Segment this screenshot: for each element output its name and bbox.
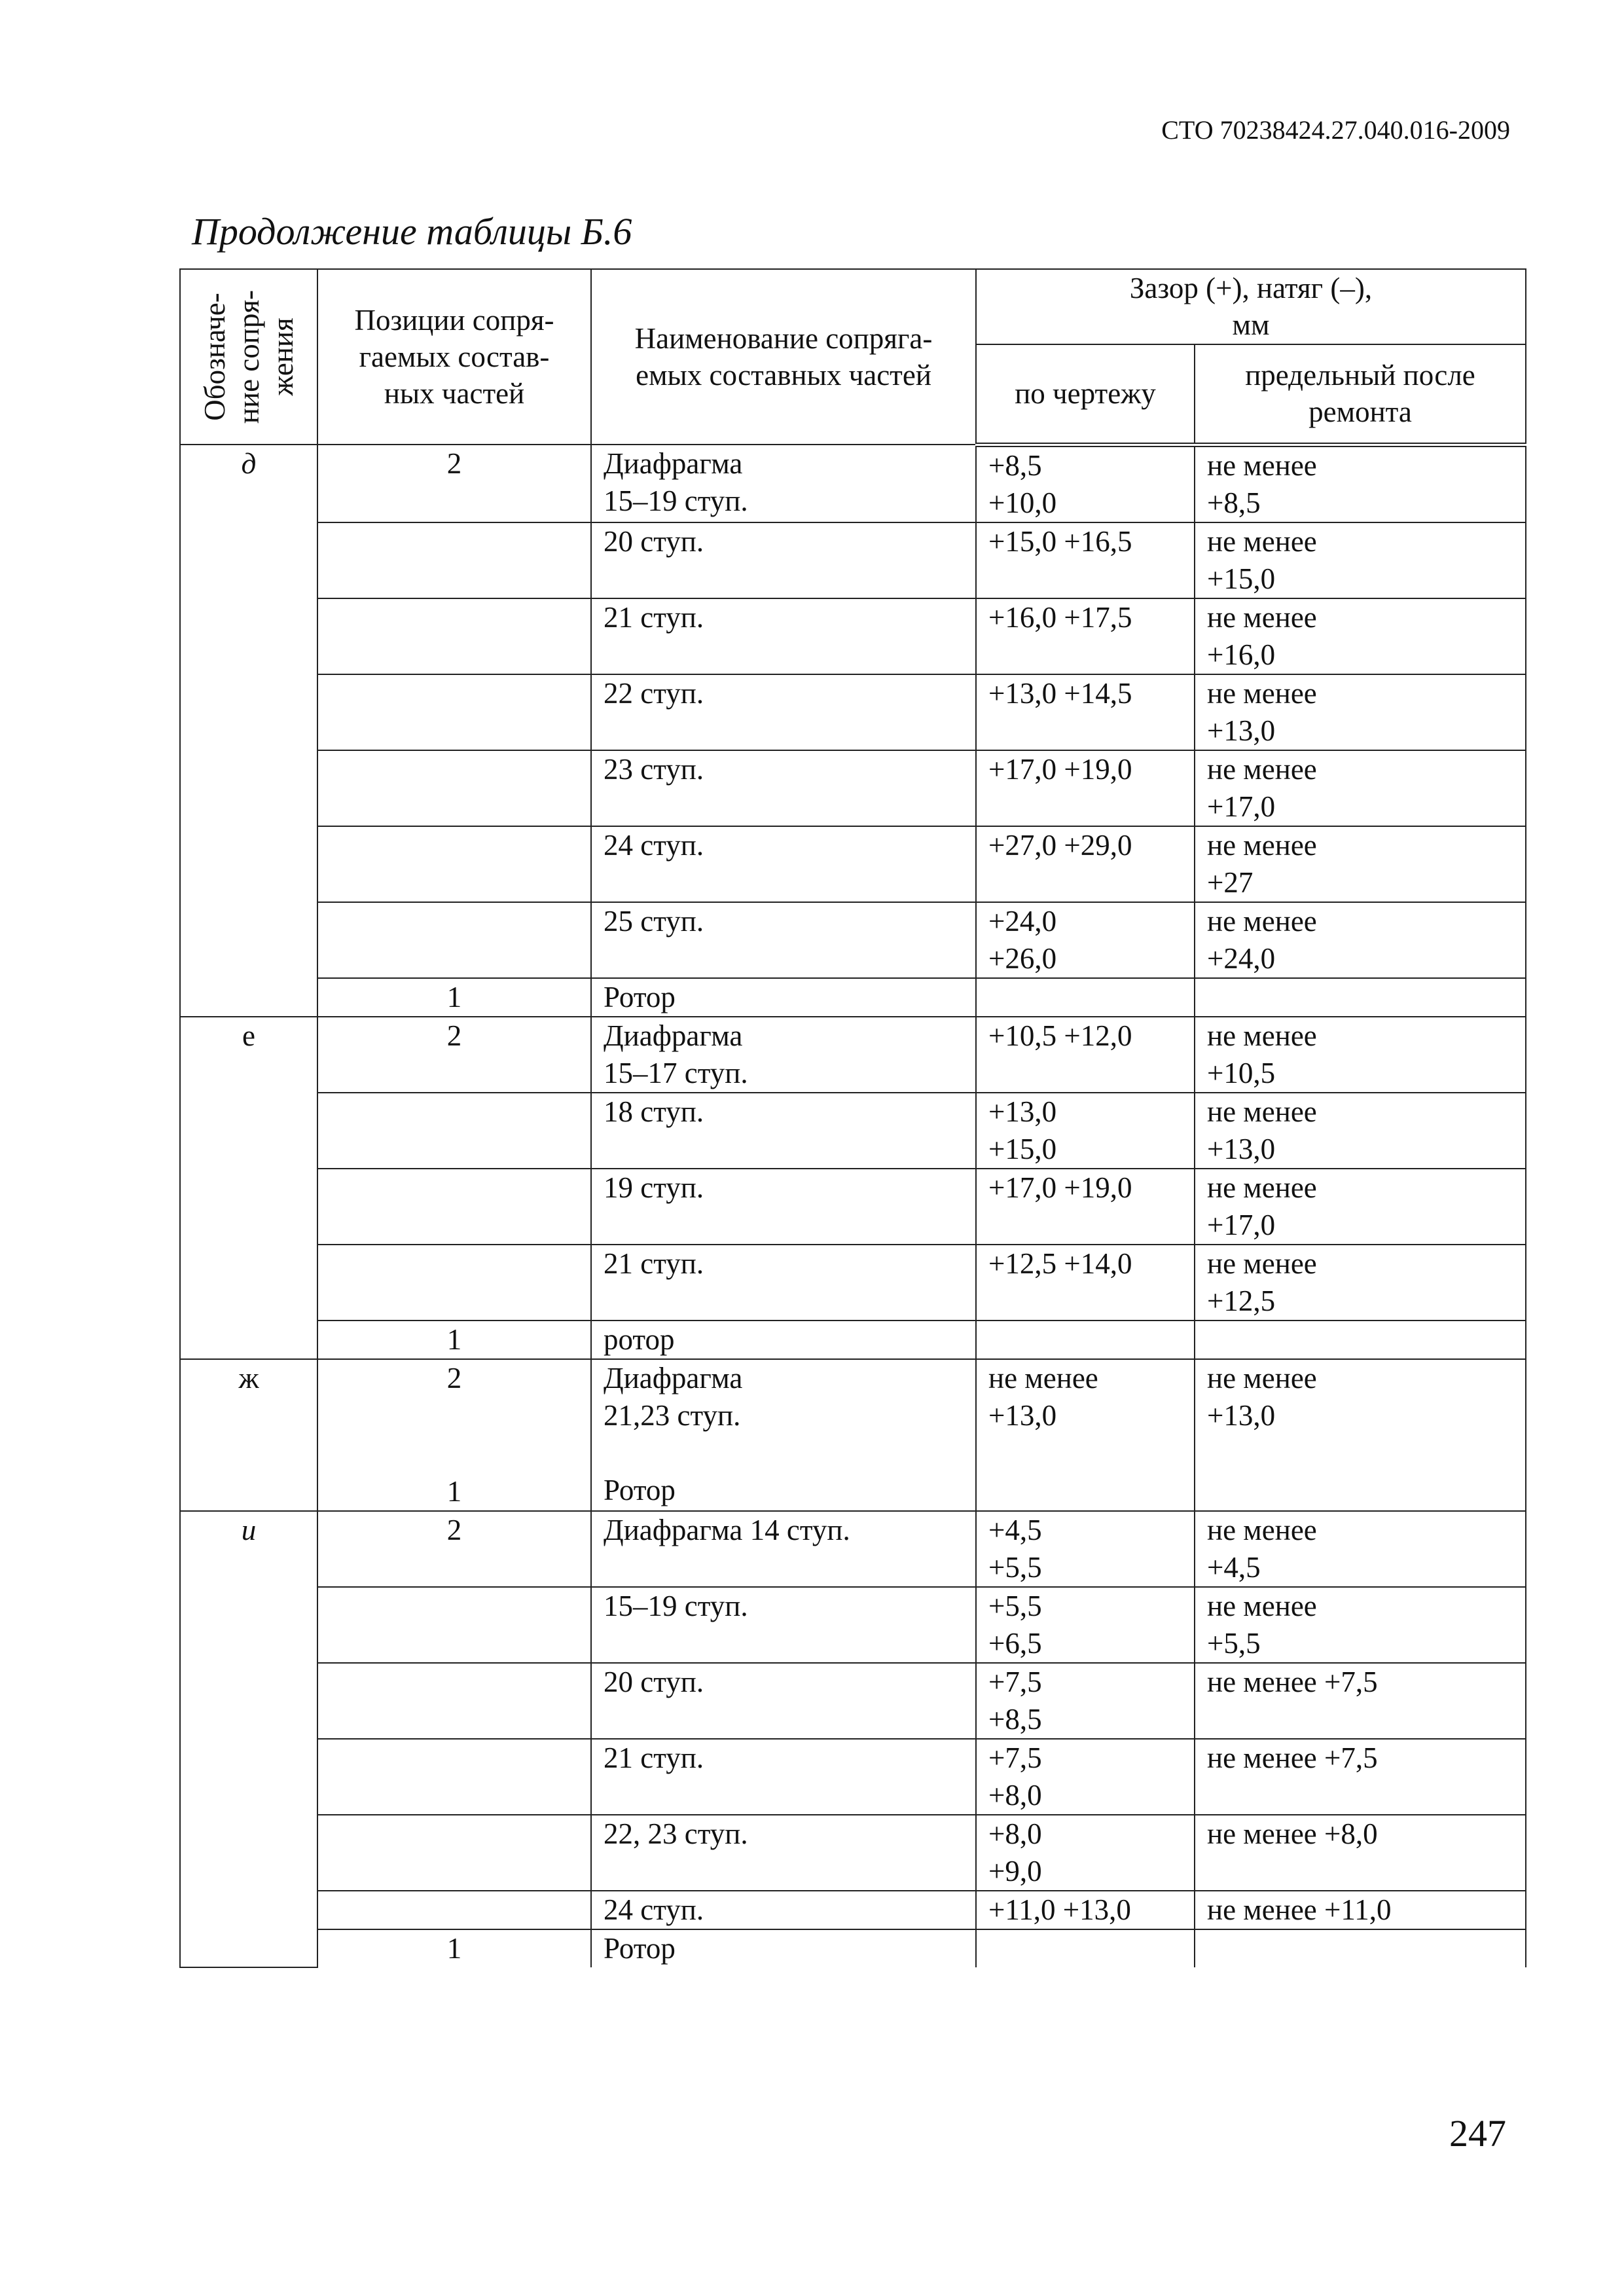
limit-value-cell: не менее +15,0 xyxy=(1195,522,1526,598)
drawing-value-cell: +4,5 +5,5 xyxy=(976,1511,1195,1587)
table-row xyxy=(180,1321,1526,1359)
table-row xyxy=(180,598,1526,674)
drawing-value-cell: +16,0 +17,5 xyxy=(976,598,1195,674)
drawing-value-cell: +7,5 +8,0 xyxy=(976,1739,1195,1815)
position-cell: 1 xyxy=(317,1929,591,1967)
position-cell xyxy=(317,1739,591,1815)
position-cell xyxy=(317,1093,591,1169)
drawing-value-cell xyxy=(976,1929,1195,1967)
drawing-value-cell: +7,5 +8,5 xyxy=(976,1663,1195,1739)
limit-value-cell: не менее +10,5 xyxy=(1195,1017,1526,1093)
header-by-drawing: по чертежу xyxy=(976,344,1195,445)
position-cell: 1 xyxy=(317,978,591,1017)
limit-value-cell: не менее +5,5 xyxy=(1195,1587,1526,1663)
position-cell xyxy=(317,1359,591,1511)
table-row xyxy=(180,1663,1526,1739)
part-name-cell: Диафрагма 15–17 ступ. xyxy=(591,1017,976,1093)
limit-value-cell: не менее +13,0 xyxy=(1195,1359,1526,1511)
part-name-cell: Ротор xyxy=(591,978,976,1017)
table-row xyxy=(180,1169,1526,1245)
table-row xyxy=(180,1093,1526,1169)
table-row xyxy=(180,902,1526,978)
drawing-value-cell: +5,5 +6,5 xyxy=(976,1587,1195,1663)
limit-value-cell: не менее +4,5 xyxy=(1195,1511,1526,1587)
part-name-cell: ротор xyxy=(591,1321,976,1359)
table-row xyxy=(180,1511,1526,1587)
limit-value-cell: не менее +8,5 xyxy=(1195,445,1526,522)
table-row xyxy=(180,978,1526,1017)
drawing-value-cell: +11,0 +13,0 xyxy=(976,1891,1195,1929)
part-name-cell: Диафрагма 14 ступ. xyxy=(591,1511,976,1587)
part-name-cell: Диафрагма 15–19 ступ. xyxy=(591,445,976,522)
position-cell xyxy=(317,1245,591,1321)
limit-value-cell: не менее +17,0 xyxy=(1195,1169,1526,1245)
position-cell xyxy=(317,598,591,674)
table-row xyxy=(180,1739,1526,1815)
table-row xyxy=(180,1245,1526,1321)
limit-value-cell: не менее +17,0 xyxy=(1195,750,1526,826)
part-name-cell: 20 ступ. xyxy=(591,522,976,598)
drawing-value-cell xyxy=(976,978,1195,1017)
table-row xyxy=(180,445,1526,522)
part-name-cell: Ротор xyxy=(591,1929,976,1967)
table-row xyxy=(180,1891,1526,1929)
part-name-cell: 24 ступ. xyxy=(591,826,976,902)
position-cell xyxy=(317,1663,591,1739)
table-row xyxy=(180,1359,1526,1511)
part-name-cell: 21 ступ. xyxy=(591,598,976,674)
drawing-value-cell: +15,0 +16,5 xyxy=(976,522,1195,598)
table-row xyxy=(180,522,1526,598)
part-name-cell: 21 ступ. xyxy=(591,1739,976,1815)
drawing-value-cell: +17,0 +19,0 xyxy=(976,750,1195,826)
limit-value-cell: не менее +13,0 xyxy=(1195,1093,1526,1169)
limit-value-cell: не менее +24,0 xyxy=(1195,902,1526,978)
limit-value-cell xyxy=(1195,1929,1526,1967)
position-cell: 2 xyxy=(317,445,591,522)
table-row xyxy=(180,750,1526,826)
document-code: СТО 70238424.27.040.016-2009 xyxy=(1161,115,1510,145)
table-row xyxy=(180,1017,1526,1093)
position-cell xyxy=(317,826,591,902)
position-cell: 2 xyxy=(317,1511,591,1587)
header-limit-after-repair: предельный после ремонта xyxy=(1195,344,1526,445)
position-cell: 2 xyxy=(317,1017,591,1093)
drawing-value-cell: +8,0 +9,0 xyxy=(976,1815,1195,1891)
clearance-table xyxy=(179,268,1526,1968)
drawing-value-cell: +24,0 +26,0 xyxy=(976,902,1195,978)
header-designation: Обозначе- ние сопря- жения xyxy=(180,269,317,445)
designation-cell: д xyxy=(180,445,317,1017)
drawing-value-cell: +10,5 +12,0 xyxy=(976,1017,1195,1093)
position-cell xyxy=(317,1815,591,1891)
table-row xyxy=(180,674,1526,750)
drawing-value-cell: +13,0 +15,0 xyxy=(976,1093,1195,1169)
table-row xyxy=(180,826,1526,902)
position-cell xyxy=(317,522,591,598)
drawing-value-cell: +13,0 +14,5 xyxy=(976,674,1195,750)
part-name-cell: 19 ступ. xyxy=(591,1169,976,1245)
position-cell xyxy=(317,1169,591,1245)
limit-value-cell: не менее +7,5 xyxy=(1195,1663,1526,1739)
header-names: Наименование сопряга- емых составных частей xyxy=(591,269,976,445)
table-row xyxy=(180,1587,1526,1663)
part-name-cell: 24 ступ. xyxy=(591,1891,976,1929)
limit-value-cell xyxy=(1195,1321,1526,1359)
position-cell: 1 xyxy=(317,1321,591,1359)
limit-value-cell: не менее +12,5 xyxy=(1195,1245,1526,1321)
drawing-value-cell: не менее +13,0 xyxy=(976,1359,1195,1511)
limit-value-cell: не менее +8,0 xyxy=(1195,1815,1526,1891)
part-name-cell: 23 ступ. xyxy=(591,750,976,826)
header-positions: Позиции сопря- гаемых состав- ных частей xyxy=(317,269,591,445)
limit-value-cell: не менее +16,0 xyxy=(1195,598,1526,674)
part-name-cell: 20 ступ. xyxy=(591,1663,976,1739)
limit-value-cell: не менее +27 xyxy=(1195,826,1526,902)
drawing-value-cell: +12,5 +14,0 xyxy=(976,1245,1195,1321)
limit-value-cell xyxy=(1195,978,1526,1017)
part-name-cell: 22 ступ. xyxy=(591,674,976,750)
position-cell xyxy=(317,902,591,978)
part-name-cell: 18 ступ. xyxy=(591,1093,976,1169)
position-bottom: 1 xyxy=(446,1474,462,1508)
designation-cell: е xyxy=(180,1017,317,1359)
drawing-value-cell: +17,0 +19,0 xyxy=(976,1169,1195,1245)
limit-value-cell: не менее +7,5 xyxy=(1195,1739,1526,1815)
part-name-cell: 22, 23 ступ. xyxy=(591,1815,976,1891)
designation-cell: ж xyxy=(180,1359,317,1511)
table-row xyxy=(180,1815,1526,1891)
position-cell xyxy=(317,750,591,826)
part-name-cell: 15–19 ступ. xyxy=(591,1587,976,1663)
header-gap-group: Зазор (+), натяг (–), мм xyxy=(976,269,1526,344)
page-number: 247 xyxy=(1449,2112,1506,2155)
position-cell xyxy=(317,674,591,750)
table-row xyxy=(180,1929,1526,1967)
part-name-cell: Диафрагма 21,23 ступ. Ротор xyxy=(591,1359,976,1511)
limit-value-cell: не менее +11,0 xyxy=(1195,1891,1526,1929)
part-name-cell: 21 ступ. xyxy=(591,1245,976,1321)
drawing-value-cell: +8,5 +10,0 xyxy=(976,445,1195,522)
drawing-value-cell: +27,0 +29,0 xyxy=(976,826,1195,902)
table-caption: Продолжение таблицы Б.6 xyxy=(192,210,632,253)
position-cell xyxy=(317,1891,591,1929)
designation-cell: и xyxy=(180,1511,317,1967)
part-name-cell: 25 ступ. xyxy=(591,902,976,978)
limit-value-cell: не менее +13,0 xyxy=(1195,674,1526,750)
drawing-value-cell xyxy=(976,1321,1195,1359)
position-top: 2 xyxy=(446,1361,462,1394)
position-cell xyxy=(317,1587,591,1663)
